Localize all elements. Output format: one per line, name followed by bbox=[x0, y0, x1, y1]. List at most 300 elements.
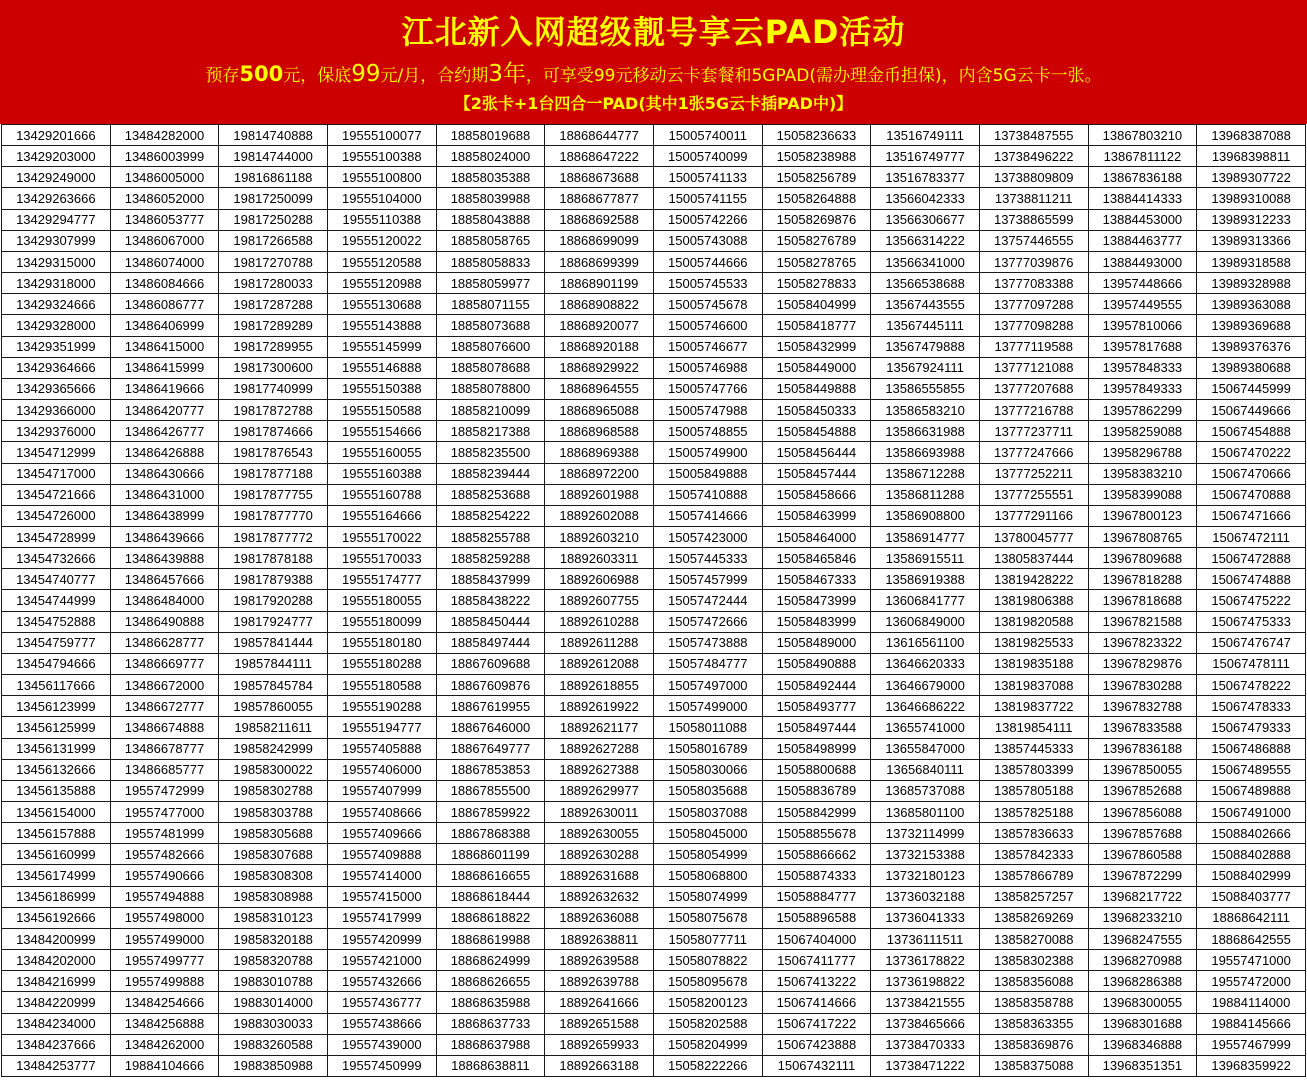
phone-number-cell: 18868626655 bbox=[436, 971, 545, 992]
phone-number-cell: 19555190288 bbox=[327, 696, 436, 717]
table-row bbox=[2, 950, 1306, 971]
phone-number-cell: 19557408666 bbox=[327, 802, 436, 823]
phone-number-cell: 15005746677 bbox=[653, 336, 762, 357]
phone-number-cell: 13484256888 bbox=[110, 1013, 219, 1034]
phone-number-cell: 13989307722 bbox=[1197, 167, 1306, 188]
phone-number-cell: 13566314222 bbox=[871, 230, 980, 251]
phone-number-cell: 13967872299 bbox=[1088, 865, 1197, 886]
phone-number-cell: 18858059977 bbox=[436, 273, 545, 294]
phone-number-cell: 13967836188 bbox=[1088, 738, 1197, 759]
phone-number-cell: 13968351351 bbox=[1088, 1055, 1197, 1076]
phone-number-cell: 13857445333 bbox=[979, 738, 1088, 759]
phone-number-cell: 15005747766 bbox=[653, 378, 762, 399]
phone-number-cell: 15057457999 bbox=[653, 569, 762, 590]
phone-number-cell: 13429324666 bbox=[2, 294, 111, 315]
phone-number-cell: 15067445999 bbox=[1197, 378, 1306, 399]
phone-number-cell: 13967800123 bbox=[1088, 505, 1197, 526]
phone-number-cell: 18868616655 bbox=[436, 865, 545, 886]
phone-number-cell: 18867868388 bbox=[436, 823, 545, 844]
phone-number-cell: 19817250288 bbox=[219, 209, 328, 230]
phone-number-cell: 15058836789 bbox=[762, 780, 871, 801]
phone-number-cell: 18892659933 bbox=[545, 1034, 654, 1055]
phone-number-cell: 15088402888 bbox=[1197, 844, 1306, 865]
phone-number-cell: 18892663188 bbox=[545, 1055, 654, 1076]
phone-number-cell: 13484220999 bbox=[2, 992, 111, 1013]
phone-number-cell: 13884453000 bbox=[1088, 209, 1197, 230]
phone-number-cell: 15005745533 bbox=[653, 273, 762, 294]
phone-number-cell: 19817878188 bbox=[219, 548, 328, 569]
phone-number-cell: 15058473999 bbox=[762, 590, 871, 611]
phone-number-cell: 13738811211 bbox=[979, 188, 1088, 209]
phone-number-cell: 13486678777 bbox=[110, 738, 219, 759]
phone-number-cell: 19817877772 bbox=[219, 526, 328, 547]
phone-number-cell: 19817920288 bbox=[219, 590, 328, 611]
phone-number-cell: 19557490666 bbox=[110, 865, 219, 886]
phone-number-cell: 15067486888 bbox=[1197, 738, 1306, 759]
phone-number-cell: 18868618444 bbox=[436, 886, 545, 907]
phone-number-cell: 13857842333 bbox=[979, 844, 1088, 865]
table-row bbox=[2, 1055, 1306, 1076]
phone-number-cell: 13456154000 bbox=[2, 802, 111, 823]
phone-number-cell: 13429263666 bbox=[2, 188, 111, 209]
phone-number-cell: 13429294777 bbox=[2, 209, 111, 230]
phone-number-cell: 19817289955 bbox=[219, 336, 328, 357]
phone-number-cell: 15058016789 bbox=[653, 738, 762, 759]
phone-number-cell: 13867836188 bbox=[1088, 167, 1197, 188]
phone-number-cell: 13616561100 bbox=[871, 632, 980, 653]
phone-number-cell: 13484237666 bbox=[2, 1034, 111, 1055]
table-row bbox=[2, 696, 1306, 717]
phone-number-cell: 19817250099 bbox=[219, 188, 328, 209]
terms-part-a: 预存 bbox=[205, 66, 240, 86]
phone-number-cell: 13586811288 bbox=[871, 484, 980, 505]
phone-number-cell: 13484282000 bbox=[110, 125, 219, 146]
phone-number-cell: 18892629977 bbox=[545, 780, 654, 801]
banner-title: 江北新入网超级靓号享云PAD活动 bbox=[401, 13, 906, 51]
phone-number-cell: 15058037088 bbox=[653, 802, 762, 823]
phone-number-cell: 13968387088 bbox=[1197, 125, 1306, 146]
phone-number-cell: 19557415000 bbox=[327, 886, 436, 907]
phone-number-cell: 13732180123 bbox=[871, 865, 980, 886]
phone-number-cell: 13646679000 bbox=[871, 675, 980, 696]
phone-number-cell: 19858300022 bbox=[219, 759, 328, 780]
phone-number-cell: 19557432666 bbox=[327, 971, 436, 992]
phone-number-cell: 19557414000 bbox=[327, 865, 436, 886]
phone-number-cell: 19883850988 bbox=[219, 1055, 328, 1076]
phone-number-cell: 19555145999 bbox=[327, 336, 436, 357]
phone-number-cell: 15057423000 bbox=[653, 526, 762, 547]
phone-number-cell: 13486415000 bbox=[110, 336, 219, 357]
phone-number-cell: 13486439666 bbox=[110, 526, 219, 547]
phone-number-cell: 13486086777 bbox=[110, 294, 219, 315]
phone-number-cell: 13454752888 bbox=[2, 611, 111, 632]
phone-number-cell: 18858254222 bbox=[436, 505, 545, 526]
phone-number-cell: 13968270988 bbox=[1088, 950, 1197, 971]
phone-number-cell: 13454728999 bbox=[2, 526, 111, 547]
phone-number-cell: 15058077711 bbox=[653, 928, 762, 949]
phone-number-cell: 15058465846 bbox=[762, 548, 871, 569]
phone-number-cell: 13586693988 bbox=[871, 442, 980, 463]
phone-number-cell: 18892610288 bbox=[545, 611, 654, 632]
table-row bbox=[2, 590, 1306, 611]
phone-number-cell: 19557481999 bbox=[110, 823, 219, 844]
phone-number-cell: 19858320188 bbox=[219, 928, 328, 949]
phone-number-cell: 18858437999 bbox=[436, 569, 545, 590]
phone-number-cell: 19884104666 bbox=[110, 1055, 219, 1076]
phone-number-cell: 13780045777 bbox=[979, 526, 1088, 547]
phone-number-cell: 18868699399 bbox=[545, 251, 654, 272]
phone-number-cell: 19555100388 bbox=[327, 146, 436, 167]
phone-number-cell: 13819854111 bbox=[979, 717, 1088, 738]
phone-number-cell: 18868642111 bbox=[1197, 907, 1306, 928]
phone-number-cell: 13486484000 bbox=[110, 590, 219, 611]
phone-number-cell: 13736032188 bbox=[871, 886, 980, 907]
table-row bbox=[2, 463, 1306, 484]
phone-number-cell: 15005741133 bbox=[653, 167, 762, 188]
phone-number-cell: 15058467333 bbox=[762, 569, 871, 590]
phone-number-cell: 19814740888 bbox=[219, 125, 328, 146]
phone-number-cell: 19555180180 bbox=[327, 632, 436, 653]
table-row bbox=[2, 632, 1306, 653]
phone-number-cell: 13968217722 bbox=[1088, 886, 1197, 907]
phone-number-cell: 13454721666 bbox=[2, 484, 111, 505]
phone-number-cell: 13819837088 bbox=[979, 675, 1088, 696]
table-row bbox=[2, 907, 1306, 928]
phone-number-cell: 13586908800 bbox=[871, 505, 980, 526]
phone-number-cell: 15058078822 bbox=[653, 950, 762, 971]
phone-number-cell: 13957848333 bbox=[1088, 357, 1197, 378]
phone-number-cell: 13429366000 bbox=[2, 400, 111, 421]
phone-number-cell: 15058278765 bbox=[762, 251, 871, 272]
phone-number-cell: 18858078688 bbox=[436, 357, 545, 378]
phone-number-cell: 13958383210 bbox=[1088, 463, 1197, 484]
phone-number-cell: 18858071155 bbox=[436, 294, 545, 315]
phone-number-cell: 15058204999 bbox=[653, 1034, 762, 1055]
phone-number-cell: 15067476747 bbox=[1197, 632, 1306, 653]
phone-number-cell: 18868965088 bbox=[545, 400, 654, 421]
table-row bbox=[2, 442, 1306, 463]
phone-number-cell: 19555100077 bbox=[327, 125, 436, 146]
phone-number-cell: 13738865599 bbox=[979, 209, 1088, 230]
phone-number-cell: 18892639588 bbox=[545, 950, 654, 971]
phone-number-cell: 13429203000 bbox=[2, 146, 111, 167]
phone-number-cell: 13486628777 bbox=[110, 632, 219, 653]
phone-number-cell: 13486438999 bbox=[110, 505, 219, 526]
phone-number-cell: 18867853853 bbox=[436, 759, 545, 780]
phone-number-cell: 13486426888 bbox=[110, 442, 219, 463]
phone-number-cell: 18868673688 bbox=[545, 167, 654, 188]
table-row bbox=[2, 273, 1306, 294]
phone-number-cell: 13857805188 bbox=[979, 780, 1088, 801]
phone-number-cell: 13819806388 bbox=[979, 590, 1088, 611]
phone-number-cell: 18858058833 bbox=[436, 251, 545, 272]
phone-number-cell: 19817287288 bbox=[219, 294, 328, 315]
phone-number-cell: 19883030033 bbox=[219, 1013, 328, 1034]
banner-terms bbox=[0, 60, 1307, 90]
phone-number-cell: 13567479888 bbox=[871, 336, 980, 357]
phone-number-cell: 13456123999 bbox=[2, 696, 111, 717]
banner-bundle-note: 【2张卡+1台四合一PAD(其中1张5G云卡插PAD中)】 bbox=[454, 94, 853, 113]
phone-number-cell: 19555160788 bbox=[327, 484, 436, 505]
phone-number-cell: 15058269876 bbox=[762, 209, 871, 230]
phone-number-cell: 18858039988 bbox=[436, 188, 545, 209]
phone-number-cell: 13484234000 bbox=[2, 1013, 111, 1034]
phone-number-cell: 13858270088 bbox=[979, 928, 1088, 949]
phone-number-cell: 18892603311 bbox=[545, 548, 654, 569]
phone-number-cell: 13486053777 bbox=[110, 209, 219, 230]
phone-number-cell: 13777252211 bbox=[979, 463, 1088, 484]
phone-number-cell: 15067491000 bbox=[1197, 802, 1306, 823]
phone-number-cell: 19857844111 bbox=[219, 653, 328, 674]
phone-number-cell: 18868637988 bbox=[436, 1034, 545, 1055]
phone-number-cell: 13958259088 bbox=[1088, 421, 1197, 442]
phone-number-cell: 13685737088 bbox=[871, 780, 980, 801]
phone-number-cell: 19555104000 bbox=[327, 188, 436, 209]
phone-number-cell: 15058896588 bbox=[762, 907, 871, 928]
phone-number-cell: 15057445333 bbox=[653, 548, 762, 569]
phone-number-cell: 19557450999 bbox=[327, 1055, 436, 1076]
phone-number-cell: 13819835188 bbox=[979, 653, 1088, 674]
phone-number-cell: 15005746988 bbox=[653, 357, 762, 378]
phone-number-cell: 15067472111 bbox=[1197, 526, 1306, 547]
phone-number-cell: 13857825188 bbox=[979, 802, 1088, 823]
table-row bbox=[2, 230, 1306, 251]
phone-number-cell: 15057472444 bbox=[653, 590, 762, 611]
phone-number-cell: 15067413222 bbox=[762, 971, 871, 992]
phone-number-cell: 18868969388 bbox=[545, 442, 654, 463]
phone-number-cell: 13989318588 bbox=[1197, 251, 1306, 272]
phone-number-cell: 13958399088 bbox=[1088, 484, 1197, 505]
phone-number-cell: 13819837722 bbox=[979, 696, 1088, 717]
phone-number-cell: 19817874666 bbox=[219, 421, 328, 442]
phone-number-cell: 19555150588 bbox=[327, 400, 436, 421]
phone-number-cell: 19555100800 bbox=[327, 167, 436, 188]
phone-number-cell: 13736198822 bbox=[871, 971, 980, 992]
phone-number-cell: 18868619988 bbox=[436, 928, 545, 949]
phone-number-cell: 18892618855 bbox=[545, 675, 654, 696]
phone-number-cell: 15058463999 bbox=[762, 505, 871, 526]
phone-number-cell: 13486431000 bbox=[110, 484, 219, 505]
phone-number-cell: 18858259288 bbox=[436, 548, 545, 569]
phone-number-cell: 18858210099 bbox=[436, 400, 545, 421]
phone-number-cell: 19555130688 bbox=[327, 294, 436, 315]
phone-number-cell: 19555150388 bbox=[327, 378, 436, 399]
phone-number-cell: 15005745678 bbox=[653, 294, 762, 315]
table-row bbox=[2, 865, 1306, 886]
phone-number-cell: 13486419666 bbox=[110, 378, 219, 399]
phone-number-cell: 15067472888 bbox=[1197, 548, 1306, 569]
phone-number-cell: 15058874333 bbox=[762, 865, 871, 886]
phone-number-cell: 13429318000 bbox=[2, 273, 111, 294]
phone-number-cell: 13967818688 bbox=[1088, 590, 1197, 611]
phone-number-cell: 19858307688 bbox=[219, 844, 328, 865]
table-row bbox=[2, 336, 1306, 357]
phone-number-cell: 15005747988 bbox=[653, 400, 762, 421]
table-row bbox=[2, 886, 1306, 907]
phone-number-cell: 13484202000 bbox=[2, 950, 111, 971]
phone-number-cell: 15067478222 bbox=[1197, 675, 1306, 696]
phone-number-cell: 15058404999 bbox=[762, 294, 871, 315]
phone-number-cell: 15067489888 bbox=[1197, 780, 1306, 801]
phone-number-cell: 18867619955 bbox=[436, 696, 545, 717]
phone-number-cell: 15067470888 bbox=[1197, 484, 1306, 505]
phone-number-cell: 15067411777 bbox=[762, 950, 871, 971]
phone-number-cell: 13738487555 bbox=[979, 125, 1088, 146]
terms-contract-period: 3年 bbox=[488, 61, 526, 87]
table-row bbox=[2, 780, 1306, 801]
phone-number-cell: 13454726000 bbox=[2, 505, 111, 526]
phone-number-cell: 18868908822 bbox=[545, 294, 654, 315]
phone-number-cell: 19858211611 bbox=[219, 717, 328, 738]
phone-number-cell: 19817924777 bbox=[219, 611, 328, 632]
table-row bbox=[2, 569, 1306, 590]
phone-number-cell: 13567924111 bbox=[871, 357, 980, 378]
phone-number-cell: 15058855678 bbox=[762, 823, 871, 844]
phone-number-cell: 13486426777 bbox=[110, 421, 219, 442]
phone-number-cell: 18868920188 bbox=[545, 336, 654, 357]
phone-number-cell: 15058489000 bbox=[762, 632, 871, 653]
phone-number-cell: 15088402999 bbox=[1197, 865, 1306, 886]
phone-number-cell: 18868647222 bbox=[545, 146, 654, 167]
phone-number-cell: 18868642555 bbox=[1197, 928, 1306, 949]
phone-number-cell: 18892607755 bbox=[545, 590, 654, 611]
phone-number-cell: 18892641666 bbox=[545, 992, 654, 1013]
phone-number-cell: 18868692588 bbox=[545, 209, 654, 230]
phone-number-cell: 15067454888 bbox=[1197, 421, 1306, 442]
phone-number-cell: 18892621177 bbox=[545, 717, 654, 738]
phone-number-cell: 13777039876 bbox=[979, 251, 1088, 272]
phone-number-cell: 13685801100 bbox=[871, 802, 980, 823]
phone-number-cell: 15058800688 bbox=[762, 759, 871, 780]
phone-number-cell: 13989310088 bbox=[1197, 188, 1306, 209]
phone-number-cell: 19557471000 bbox=[1197, 950, 1306, 971]
phone-number-cell: 13646620333 bbox=[871, 653, 980, 674]
phone-number-cell: 13967857688 bbox=[1088, 823, 1197, 844]
phone-number-cell: 13484262000 bbox=[110, 1034, 219, 1055]
phone-number-cell: 18892638811 bbox=[545, 928, 654, 949]
phone-number-cell: 13968233210 bbox=[1088, 907, 1197, 928]
phone-number-cell: 19555180099 bbox=[327, 611, 436, 632]
table-row bbox=[2, 294, 1306, 315]
phone-number-cell: 15058030066 bbox=[653, 759, 762, 780]
phone-number-cell: 19817740999 bbox=[219, 378, 328, 399]
phone-number-cell: 15058450333 bbox=[762, 400, 871, 421]
phone-number-cell: 13486457666 bbox=[110, 569, 219, 590]
table-row bbox=[2, 400, 1306, 421]
phone-number-cell: 19817280033 bbox=[219, 273, 328, 294]
phone-number-cell: 19557477000 bbox=[110, 802, 219, 823]
phone-number-cell: 19883010788 bbox=[219, 971, 328, 992]
phone-number-cell: 18892639788 bbox=[545, 971, 654, 992]
phone-number-cell: 15058045000 bbox=[653, 823, 762, 844]
phone-number-cell: 13656840111 bbox=[871, 759, 980, 780]
phone-number-cell: 13454717000 bbox=[2, 463, 111, 484]
table-row bbox=[2, 146, 1306, 167]
phone-number-cell: 19557472999 bbox=[110, 780, 219, 801]
phone-number-cell: 13456117666 bbox=[2, 675, 111, 696]
phone-number-cell: 13429365666 bbox=[2, 378, 111, 399]
phone-number-cell: 18868601199 bbox=[436, 844, 545, 865]
phone-number-cell: 13738809809 bbox=[979, 167, 1088, 188]
phone-number-cell: 13957448666 bbox=[1088, 273, 1197, 294]
phone-number-cell: 13736178822 bbox=[871, 950, 980, 971]
phone-number-cell: 15058432999 bbox=[762, 336, 871, 357]
phone-number-cell: 19817872788 bbox=[219, 400, 328, 421]
phone-number-cell: 13819428222 bbox=[979, 569, 1088, 590]
table-row bbox=[2, 844, 1306, 865]
phone-number-cell: 13777207688 bbox=[979, 378, 1088, 399]
phone-number-cell: 19557499777 bbox=[110, 950, 219, 971]
table-row bbox=[2, 209, 1306, 230]
phone-number-cell: 18868637733 bbox=[436, 1013, 545, 1034]
phone-number-cell: 13486439888 bbox=[110, 548, 219, 569]
phone-number-cell: 18892631688 bbox=[545, 865, 654, 886]
phone-number-cell: 19817289289 bbox=[219, 315, 328, 336]
phone-number-cell: 18868624999 bbox=[436, 950, 545, 971]
phone-number-cell: 15005746600 bbox=[653, 315, 762, 336]
phone-number-cell: 13989363088 bbox=[1197, 294, 1306, 315]
phone-number-cell: 13456135888 bbox=[2, 780, 111, 801]
phone-number-cell: 18892627288 bbox=[545, 738, 654, 759]
phone-number-cell: 19817300600 bbox=[219, 357, 328, 378]
phone-number-cell: 18858035388 bbox=[436, 167, 545, 188]
phone-number-cell: 13486406999 bbox=[110, 315, 219, 336]
phone-number-cell: 13777083388 bbox=[979, 273, 1088, 294]
table-row bbox=[2, 315, 1306, 336]
phone-number-cell: 18867649777 bbox=[436, 738, 545, 759]
phone-number-cell: 13586555855 bbox=[871, 378, 980, 399]
phone-number-cell: 18858235500 bbox=[436, 442, 545, 463]
phone-number-cell: 13968359922 bbox=[1197, 1055, 1306, 1076]
phone-number-cell: 13777121088 bbox=[979, 357, 1088, 378]
phone-number-cell: 18867609688 bbox=[436, 653, 545, 674]
phone-number-cell: 19555120988 bbox=[327, 273, 436, 294]
phone-number-cell: 13586914777 bbox=[871, 526, 980, 547]
phone-number-cell: 13586631988 bbox=[871, 421, 980, 442]
phone-number-cell: 19557405888 bbox=[327, 738, 436, 759]
phone-number-cell: 13967809688 bbox=[1088, 548, 1197, 569]
phone-number-cell: 13968301688 bbox=[1088, 1013, 1197, 1034]
phone-number-cell: 18868901199 bbox=[545, 273, 654, 294]
phone-number-cell: 13486685777 bbox=[110, 759, 219, 780]
phone-number-cell: 15005740099 bbox=[653, 146, 762, 167]
phone-number-cell: 13957449555 bbox=[1088, 294, 1197, 315]
phone-number-cell: 19858308308 bbox=[219, 865, 328, 886]
table-row bbox=[2, 548, 1306, 569]
table-row bbox=[2, 357, 1306, 378]
phone-number-cell: 19557499888 bbox=[110, 971, 219, 992]
phone-number-cell: 19557406000 bbox=[327, 759, 436, 780]
table-row bbox=[2, 802, 1306, 823]
table-row bbox=[2, 992, 1306, 1013]
phone-number-cell: 19557439000 bbox=[327, 1034, 436, 1055]
phone-number-cell: 19557438666 bbox=[327, 1013, 436, 1034]
phone-number-cell: 15005748855 bbox=[653, 421, 762, 442]
phone-number-cell: 13858257257 bbox=[979, 886, 1088, 907]
table-row bbox=[2, 1034, 1306, 1055]
phone-number-cell: 15058278833 bbox=[762, 273, 871, 294]
phone-number-cell: 18868677877 bbox=[545, 188, 654, 209]
phone-number-cell: 19884145666 bbox=[1197, 1013, 1306, 1034]
phone-number-cell: 18892630011 bbox=[545, 802, 654, 823]
terms-part-e: 元/月，合约期 bbox=[380, 66, 489, 86]
phone-number-cell: 15067475222 bbox=[1197, 590, 1306, 611]
terms-deposit-amount: 500 bbox=[239, 62, 284, 86]
phone-number-cell: 13429351999 bbox=[2, 336, 111, 357]
phone-number-cell: 15058842999 bbox=[762, 802, 871, 823]
phone-number-cell: 15005744666 bbox=[653, 251, 762, 272]
phone-number-cell: 13456125999 bbox=[2, 717, 111, 738]
